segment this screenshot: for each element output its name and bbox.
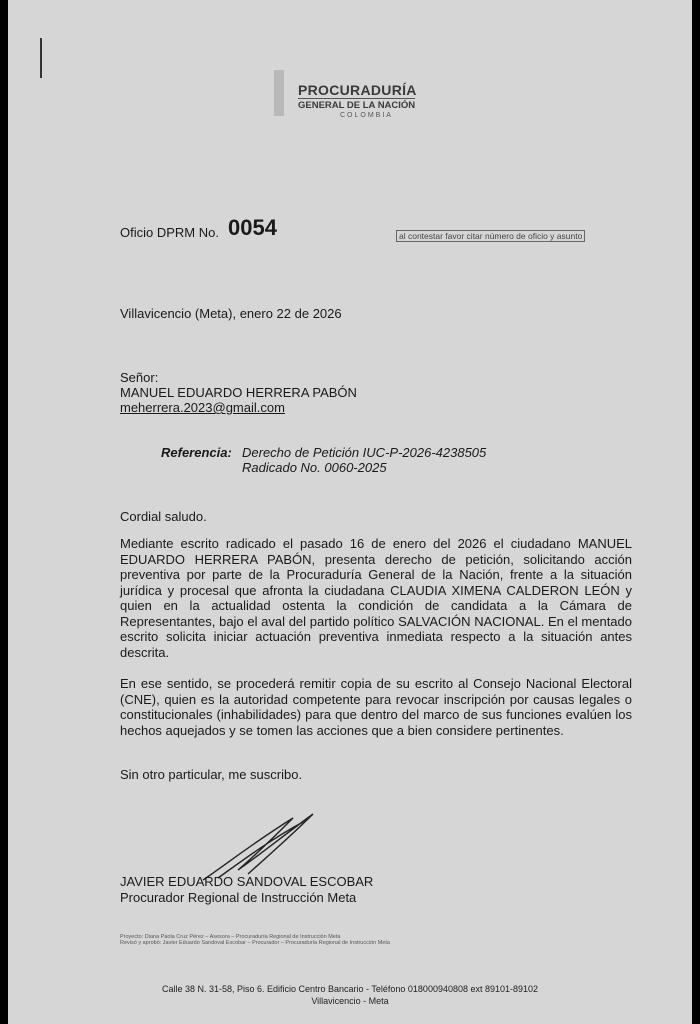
closing-line: Sin otro particular, me suscribo. xyxy=(120,767,303,782)
recipient-name: MANUEL EDUARDO HERRERA PABÓN xyxy=(120,385,357,400)
logo-country: COLOMBIA xyxy=(340,112,393,119)
footer-city: Villavicencio - Meta xyxy=(311,996,389,1006)
reference-label: Referencia: xyxy=(161,445,232,460)
signer-name: JAVIER EDUARDO SANDOVAL ESCOBAR xyxy=(120,874,374,889)
recipient-email[interactable]: meherrera.2023@gmail.com xyxy=(120,400,285,415)
letter-page xyxy=(8,0,692,1024)
procuraduria-logo xyxy=(274,70,446,122)
place-date: Villavicencio (Meta), enero 22 de 2026 xyxy=(120,306,342,321)
body-paragraph-1: Mediante escrito radicado el pasado 16 de enero del 2026 el ciudadano MANUEL EDUARDO HERRERA PABÓN, presenta derecho de petición, solicitando acción preventiva por parte de la Procuraduría General de la Nación, frente a la situación jurídica y procesal que afronta la ciudadana CLAUDIA XIMENA CALDERON LEÓN y quien en la actualidad ostenta la condición de candidata a la Cámara de Representantes, bajo el aval del partido político SALVACIÓN NACIONAL. En el mentado escrito solicita iniciar actuación preventiva inmediata respecto a la situación antes descrita. xyxy=(120,536,632,660)
credits-project: Proyecto: Diana Paola Cruz Pérez – Asesora – Procuraduría Regional de Instrucción Meta xyxy=(120,934,341,940)
credits-review: Revisó y aprobó: Javier Eduardo Sandoval Escobar – Procurador – Procuraduría Regional de Instrucción Meta xyxy=(120,940,390,946)
reference-line-1: Derecho de Petición IUC-P-2026-4238505 xyxy=(242,445,487,460)
logo-subtitle: GENERAL DE LA NACIÓN xyxy=(298,100,416,111)
recipient-salutation: Señor: xyxy=(120,370,159,385)
reference-line-2: Radicado No. 0060-2025 xyxy=(242,460,387,475)
body-paragraph-2: En ese sentido, se procederá remitir copia de su escrito al Consejo Nacional Electoral (CNE), quien es la autoridad competente para revocar inscripción por causas legales o constitucionales (inhabilidades) para que dentro del marco de sus funciones evalúen los hechos aquejados y se tomen las acciones que a bien considere pertinentes. xyxy=(120,676,632,738)
margin-mark xyxy=(40,38,42,78)
oficio-label: Oficio DPRM No. xyxy=(120,225,219,240)
greeting: Cordial saludo. xyxy=(120,509,207,524)
logo-emblem xyxy=(274,70,284,116)
oficio-number: 0054 xyxy=(228,215,277,240)
footer-address: Calle 38 N. 31-58, Piso 6. Edificio Centro Bancario - Teléfono 018000940808 ext 89101-89102 xyxy=(161,984,539,994)
logo-title: PROCURADURÍA xyxy=(298,82,417,98)
signer-title: Procurador Regional de Instrucción Meta xyxy=(120,890,357,905)
reply-note: al contestar favor citar número de oficio y asunto xyxy=(396,230,585,242)
